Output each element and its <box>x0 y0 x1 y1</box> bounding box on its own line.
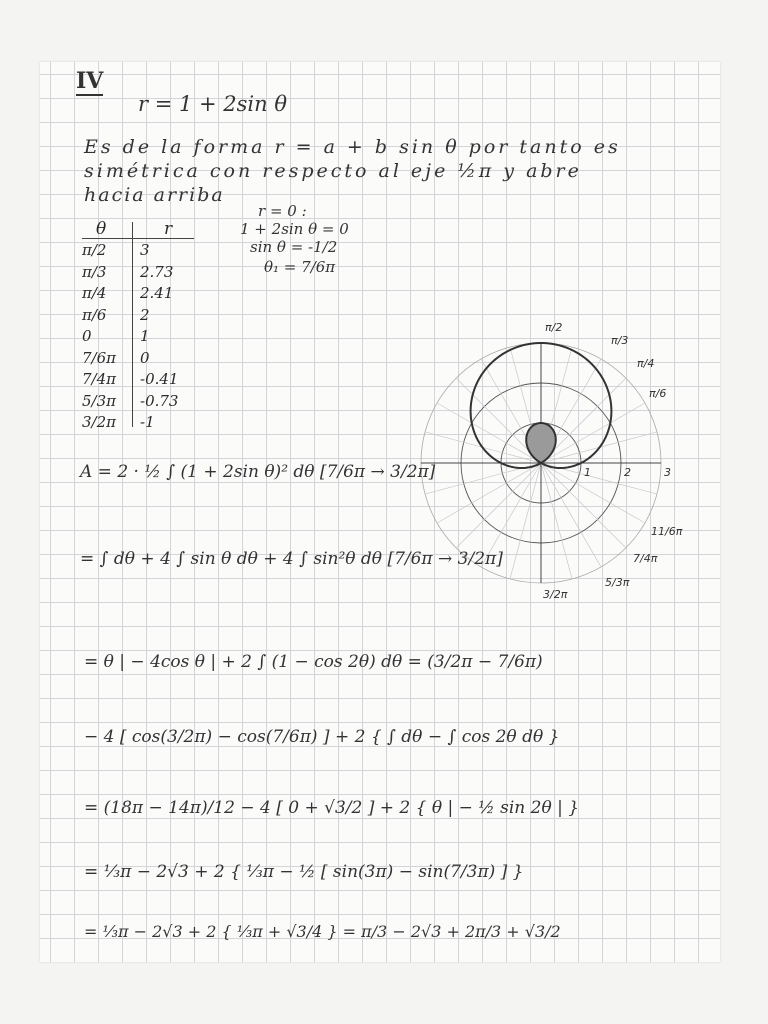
notebook-page <box>40 62 720 962</box>
work-line-5: = (18π − 14π)/12 − 4 [ 0 + √3/2 ] + 2 { θ | − ½ sin 2θ | } <box>84 798 580 818</box>
header-r: r <box>164 219 173 239</box>
angle-label: 5/3π <box>605 576 630 589</box>
table-r: 2.73 <box>140 262 174 281</box>
polar-ray <box>456 463 541 548</box>
angle-label: π/4 <box>637 357 655 370</box>
ring-label: 3 <box>664 466 671 479</box>
table-theta: 3/2π <box>82 413 116 431</box>
table-r: 3 <box>140 241 150 259</box>
table-header <box>82 219 202 239</box>
table-row <box>82 306 202 326</box>
table-theta: 7/6π <box>82 348 116 367</box>
table-row <box>82 263 202 283</box>
table-row <box>82 327 202 347</box>
description-line-1: Es de la forma r = a + b sin θ por tanto es <box>84 136 621 158</box>
zero-line-4: θ₁ = 7/6π <box>264 258 336 276</box>
table-r: 2.41 <box>140 284 174 302</box>
table-theta: π/2 <box>82 241 107 259</box>
description-line-2: simétrica con respecto al eje ½π y abre <box>84 160 582 182</box>
polar-ray <box>437 463 541 523</box>
ring-label: 1 <box>584 466 591 479</box>
work-line-2: = ∫ dθ + 4 ∫ sin θ dθ + 4 ∫ sin²θ dθ [7/6π → 3/2π] <box>80 549 503 569</box>
table-r: -1 <box>140 413 155 431</box>
table-theta: 7/4π <box>82 370 116 388</box>
table-r: 0 <box>140 348 150 367</box>
description-line-3: hacia arriba <box>84 184 225 206</box>
zero-line-3: sin θ = -1/2 <box>250 238 338 256</box>
table-theta: 0 <box>82 327 92 345</box>
table-row <box>82 284 202 304</box>
angle-label: π/2 <box>545 321 563 334</box>
table-r: -0.73 <box>140 391 179 410</box>
table-row <box>82 413 202 433</box>
header-theta: θ <box>96 219 107 239</box>
table-row <box>82 349 202 369</box>
work-line-4: − 4 [ cos(3/2π) − cos(7/6π) ] + 2 { ∫ dθ − ∫ cos 2θ dθ } <box>84 727 560 747</box>
angle-label: 3/2π <box>543 588 568 601</box>
zero-line-1: r = 0 : <box>258 202 307 220</box>
table-theta: π/3 <box>82 262 107 281</box>
table-r: -0.41 <box>140 370 179 388</box>
polar-ray <box>541 463 601 567</box>
angle-label: π/3 <box>611 334 629 347</box>
polar-ray <box>510 463 541 579</box>
angle-label: 7/4π <box>633 552 658 565</box>
polar-ray <box>541 463 572 579</box>
zero-line-2: 1 + 2sin θ = 0 <box>240 220 349 238</box>
work-line-7: = ⅓π − 2√3 + 2 { ⅓π + √3/4 } = π/3 − 2√3 + 2π/3 + √3/2 <box>84 922 561 941</box>
angle-label: π/6 <box>649 387 667 400</box>
table-r: 2 <box>140 305 150 324</box>
table-theta: 5/3π <box>82 391 116 410</box>
table-r: 1 <box>140 327 150 345</box>
work-line-3: = θ | − 4cos θ | + 2 ∫ (1 − cos 2θ) dθ = (3/2π − 7/6π) <box>84 652 543 672</box>
table-row <box>82 392 202 412</box>
ring-label: 2 <box>624 466 631 479</box>
polar-equation: r = 1 + 2sin θ <box>138 92 287 116</box>
table-theta: π/4 <box>82 284 107 302</box>
table-row <box>82 370 202 390</box>
section-number: IV <box>76 68 104 94</box>
work-line-1: A = 2 · ½ ∫ (1 + 2sin θ)² dθ [7/6π → 3/2π] <box>80 462 436 482</box>
table-theta: π/6 <box>82 305 107 324</box>
work-line-6: = ⅓π − 2√3 + 2 { ⅓π − ½ [ sin(3π) − sin(7/3π) ] } <box>84 862 524 882</box>
table-row <box>82 241 202 261</box>
angle-label: 11/6π <box>651 525 683 538</box>
